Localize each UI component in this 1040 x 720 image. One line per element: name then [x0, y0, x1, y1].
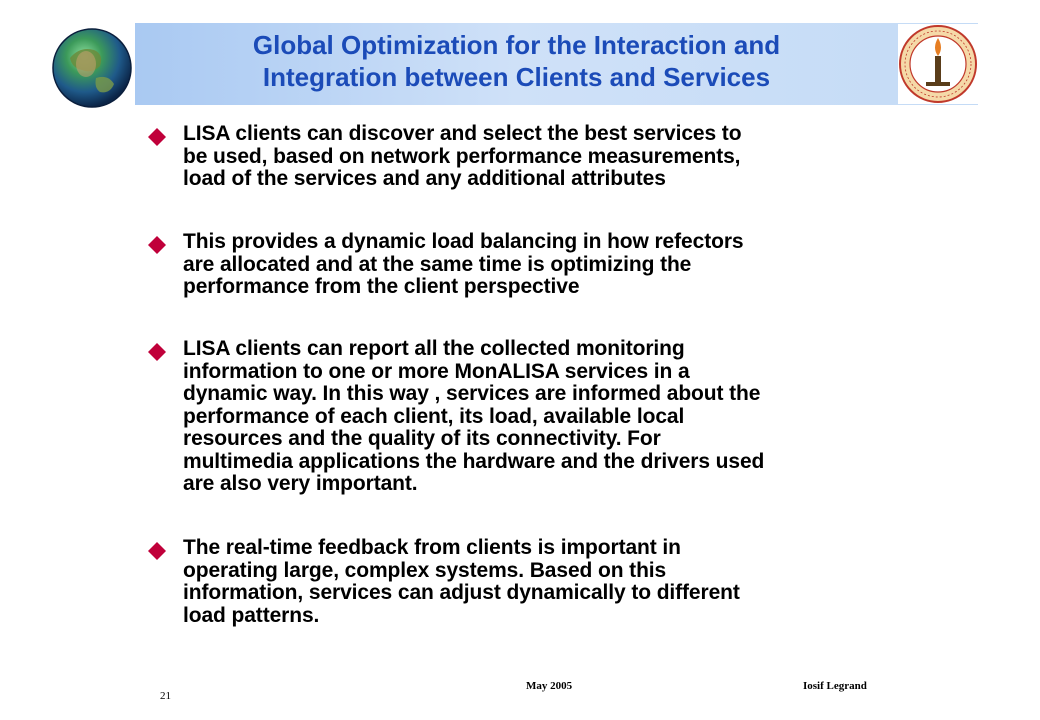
slide-title-line-1: Global Optimization for the Interaction and — [252, 30, 781, 60]
bullet-line: multimedia applications the hardware and the drivers used — [183, 449, 765, 473]
bullet-line: are also very important. — [183, 472, 418, 495]
slide-title — [135, 29, 898, 93]
bullet-line: be used, based on network performance measurements, — [183, 144, 741, 168]
caltech-seal-icon — [898, 24, 978, 104]
bullet-line: load patterns. — [183, 603, 320, 627]
slide-number: 21 — [160, 690, 171, 702]
bullet-line: information, services can adjust dynamically to different — [183, 581, 740, 604]
diamond-bullet-icon — [148, 343, 166, 361]
diamond-bullet-icon — [148, 236, 166, 254]
bullet-line: This provides a dynamic load balancing in how refectors — [183, 230, 744, 253]
bullet-text — [183, 338, 938, 496]
bullet-line: The real-time feedback from clients is important in — [183, 536, 681, 559]
bullet-text — [183, 231, 938, 299]
bullet-line: LISA clients can discover and select the best services to — [183, 122, 742, 145]
bullet-line: dynamic way. In this way , services are informed about the — [183, 382, 761, 405]
bullet-line: are allocated and at the same time is optimizing the — [183, 252, 692, 276]
bullet-line: information to one or more MonALISA services in a — [183, 359, 690, 383]
bullet-line: performance from the client perspective — [183, 275, 580, 298]
bullet-line: performance of each client, its load, available local — [183, 404, 685, 428]
diamond-bullet-icon — [148, 542, 166, 560]
footer-author: Iosif Legrand — [803, 680, 867, 692]
footer-date: May 2005 — [526, 680, 573, 692]
bullet-line: operating large, complex systems. Based on this — [183, 558, 667, 582]
bullet-line: load of the services and any additional attributes — [183, 167, 666, 190]
bullet-text — [183, 537, 938, 627]
diamond-bullet-icon — [148, 128, 166, 146]
bullet-line: resources and the quality of its connectivity. For — [183, 427, 661, 450]
bullet-line: LISA clients can report all the collected monitoring — [183, 337, 685, 360]
slide-title-line-2: Integration between Clients and Services — [262, 62, 771, 92]
bullet-text — [183, 123, 938, 191]
globe-logo-icon — [52, 28, 132, 108]
